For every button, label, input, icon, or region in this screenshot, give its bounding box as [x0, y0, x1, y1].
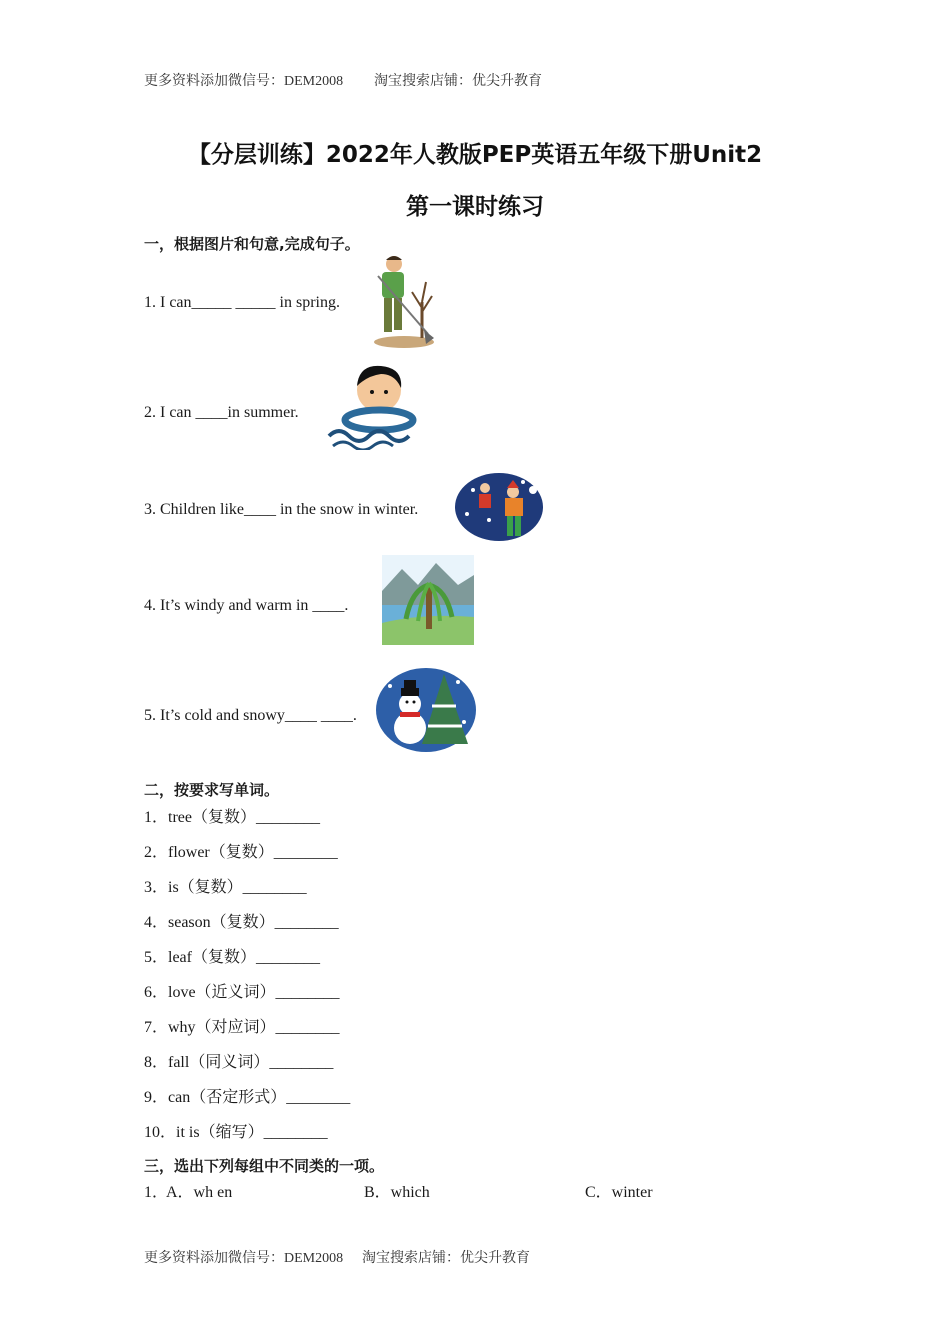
section1-question-5: 5. It’s cold and snowy____ ____. — [144, 707, 357, 724]
section3-heading: 三，选出下列每组中不同类的一项。 — [144, 1157, 385, 1175]
section2-heading: 二，按要求写单词。 — [144, 781, 280, 799]
page-subtitle: 第一课时练习 — [406, 194, 544, 220]
snowball-fight-icon — [453, 470, 545, 544]
section2-item-5: 5．leaf（复数）________ — [144, 949, 320, 966]
section2-item-6: 6．love（近义词）________ — [144, 984, 340, 1001]
section2-item-3: 3．is（复数）________ — [144, 879, 307, 896]
section2-item-1: 1．tree（复数）________ — [144, 809, 320, 826]
section3-q1-option-a: A．wh en — [166, 1184, 233, 1201]
spring-willow-icon — [382, 555, 474, 645]
page-title: 【分层训练】2022年人教版PEP英语五年级下册Unit2 — [187, 142, 763, 168]
planting-tree-icon — [360, 252, 438, 350]
header-shop: 淘宝搜索店铺：优尖升教育 — [374, 74, 542, 89]
footer-wechat: 更多资料添加微信号：DEM2008 — [144, 1251, 344, 1266]
section2-item-2: 2．flower（复数）________ — [144, 844, 338, 861]
section2-item-4: 4．season（复数）________ — [144, 914, 339, 931]
section2-item-10: 10．it is（缩写）________ — [144, 1124, 328, 1141]
section2-item-8: 8．fall（同义词）________ — [144, 1054, 334, 1071]
section1-question-2: 2. I can ____in summer. — [144, 404, 299, 421]
section1-question-4: 4. It’s windy and warm in ____. — [144, 597, 349, 614]
section1-heading: 一，根据图片和句意,完成句子。 — [144, 235, 360, 253]
section2-item-7: 7．why（对应词）________ — [144, 1019, 340, 1036]
snowman-icon — [374, 666, 478, 754]
section2-item-9: 9．can（否定形式）________ — [144, 1089, 351, 1106]
swimming-boy-icon — [325, 362, 417, 450]
section3-q1-option-b: B．which — [364, 1184, 430, 1201]
section1-question-1: 1. I can_____ _____ in spring. — [144, 294, 340, 311]
section1-question-3: 3. Children like____ in the snow in winter. — [144, 501, 419, 518]
section3-q1-option-c: C．winter — [585, 1184, 653, 1201]
section3-q1-number: 1． — [144, 1184, 169, 1201]
header-wechat: 更多资料添加微信号：DEM2008 — [144, 74, 344, 89]
footer-shop: 淘宝搜索店铺：优尖升教育 — [362, 1251, 530, 1266]
